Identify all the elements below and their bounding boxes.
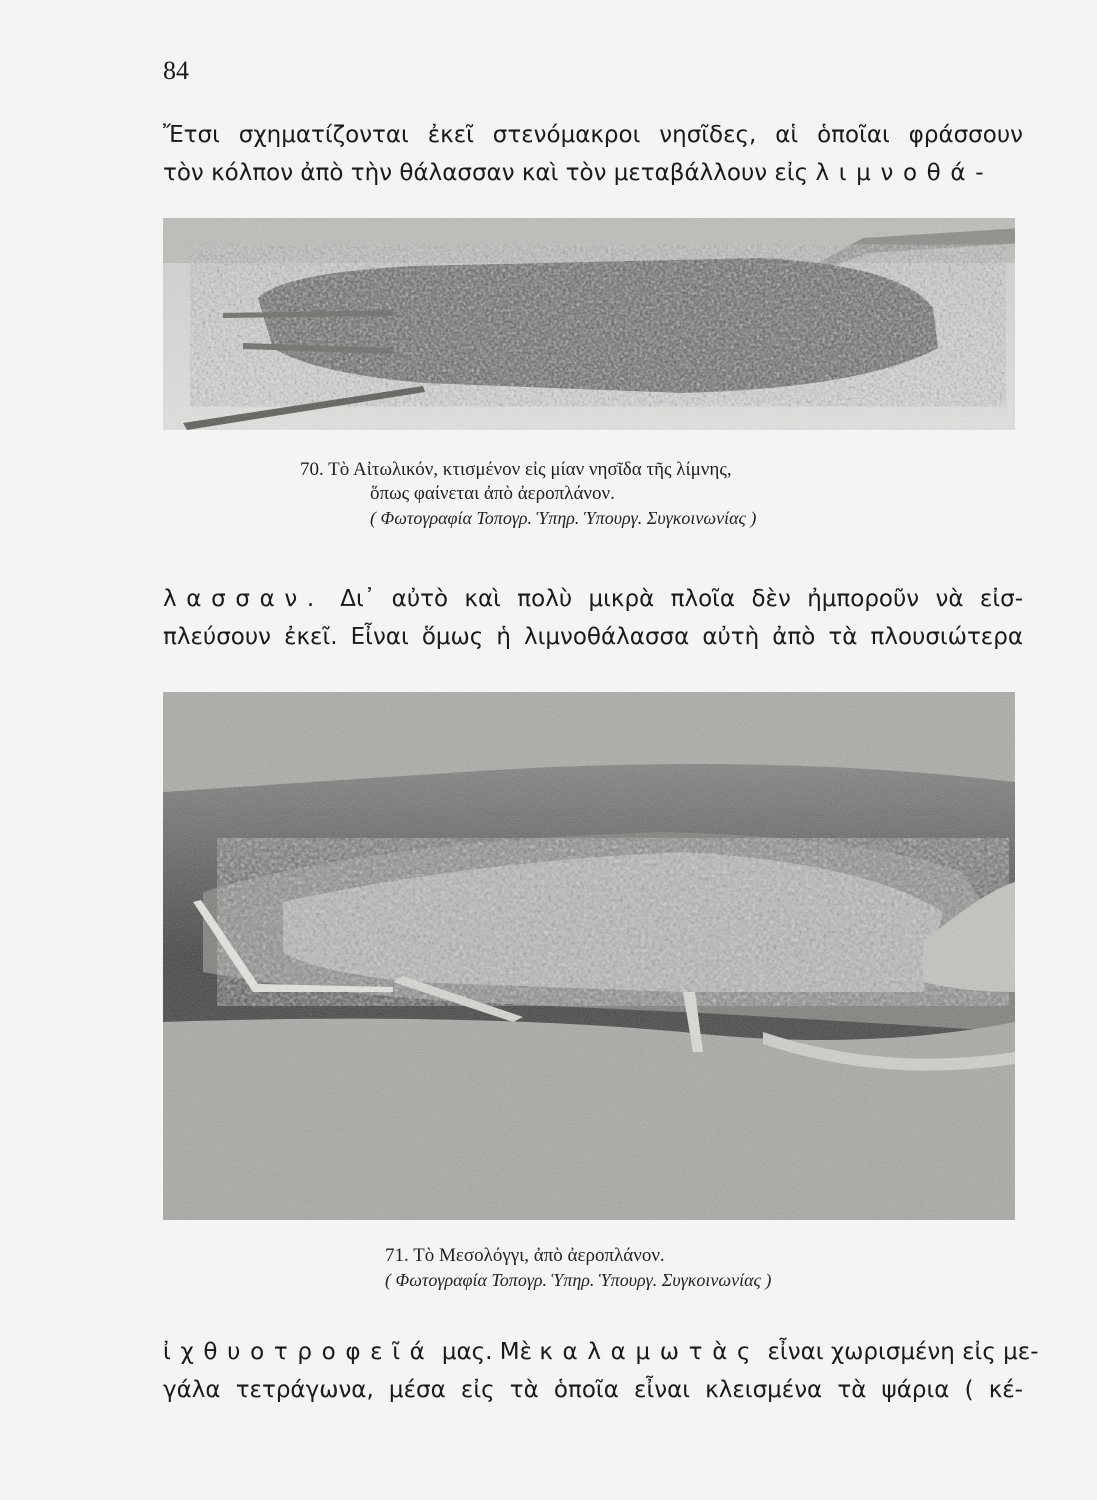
figure-70-number: 70. — [300, 459, 324, 480]
paragraph-3-spaced-word-2: καλαμωτὰς — [539, 1339, 761, 1365]
figure-70-photo — [163, 218, 1015, 430]
paragraph-2-line-1 — [163, 580, 1023, 618]
paragraph-3-spaced-word-1: ἰχθυοτροφεῖά — [163, 1339, 435, 1365]
paragraph-1-spaced-word: λιμνοθά- — [815, 160, 994, 186]
figure-71-caption-text-1: Τὸ Μεσολόγγι, ἀπὸ ἀεροπλάνον. — [413, 1245, 665, 1266]
figure-71-caption — [385, 1244, 1025, 1292]
figure-70-caption-text-1: Τὸ Αἰτωλικόν, κτισμένον εἰς μίαν νησῖδα τῆς λίμνης, — [328, 459, 732, 480]
figure-71-photo — [163, 692, 1015, 1220]
figure-71-number: 71. — [385, 1245, 409, 1266]
paragraph-3 — [163, 1333, 1039, 1409]
paragraph-1-line-2 — [163, 154, 1023, 192]
figure-70-caption-line-2: ὅπως φαίνεται ἀπὸ ἀεροπλάνον. — [370, 483, 615, 504]
figure-70-caption — [300, 458, 1020, 530]
figure-71-caption-line-1 — [385, 1244, 1025, 1268]
paragraph-2-line-1-rest: Δι᾿ αὐτὸ καὶ πολὺ μικρὰ πλοῖα δὲν ἠμποροῦν νὰ εἰσ- — [340, 586, 1024, 612]
paragraph-3-line-1-rest: εἶναι χωρισμένη εἰς με- — [767, 1339, 1039, 1365]
mesolongi-aerial-image — [163, 692, 1015, 1220]
figure-70-credit: ( Φωτογραφία Τοπογρ. Ὑπηρ. Ὑπουργ. Συγκοινωνίας ) — [370, 508, 757, 528]
figure-71-credit: ( Φωτογραφία Τοπογρ. Ὑπηρ. Ὑπουργ. Συγκοινωνίας ) — [385, 1270, 772, 1290]
paragraph-1 — [163, 116, 1023, 192]
paragraph-3-line-1 — [163, 1333, 1039, 1371]
paragraph-1-line-1: Ἔτσι σχηματίζονται ἐκεῖ στενόμακροι νησῖδες, αἱ ὁποῖαι φράσσουν — [163, 122, 1023, 148]
paragraph-2-spaced-word: λασσαν. — [163, 586, 324, 612]
paragraph-2-line-2: πλεύσουν ἐκεῖ. Εἶναι ὅμως ἡ λιμνοθάλασσα αὐτὴ ἀπὸ τὰ πλουσιώτερα — [163, 624, 1023, 650]
paragraph-2 — [163, 580, 1023, 656]
paragraph-3-line-2: γάλα τετράγωνα, μέσα εἰς τὰ ὁποῖα εἶναι κλεισμένα τὰ ψάρια ( κέ- — [163, 1377, 1023, 1403]
paragraph-1-line-2-prefix: τὸν κόλπον ἀπὸ τὴν θάλασσαν καὶ τὸν μεταβάλλουν εἰς — [163, 160, 809, 186]
paragraph-3-line-1-mid: μας. Μὲ — [441, 1339, 533, 1365]
page-number: 84 — [163, 56, 189, 85]
figure-70-caption-line-1 — [300, 458, 1020, 482]
aitoliko-aerial-image — [163, 218, 1015, 430]
